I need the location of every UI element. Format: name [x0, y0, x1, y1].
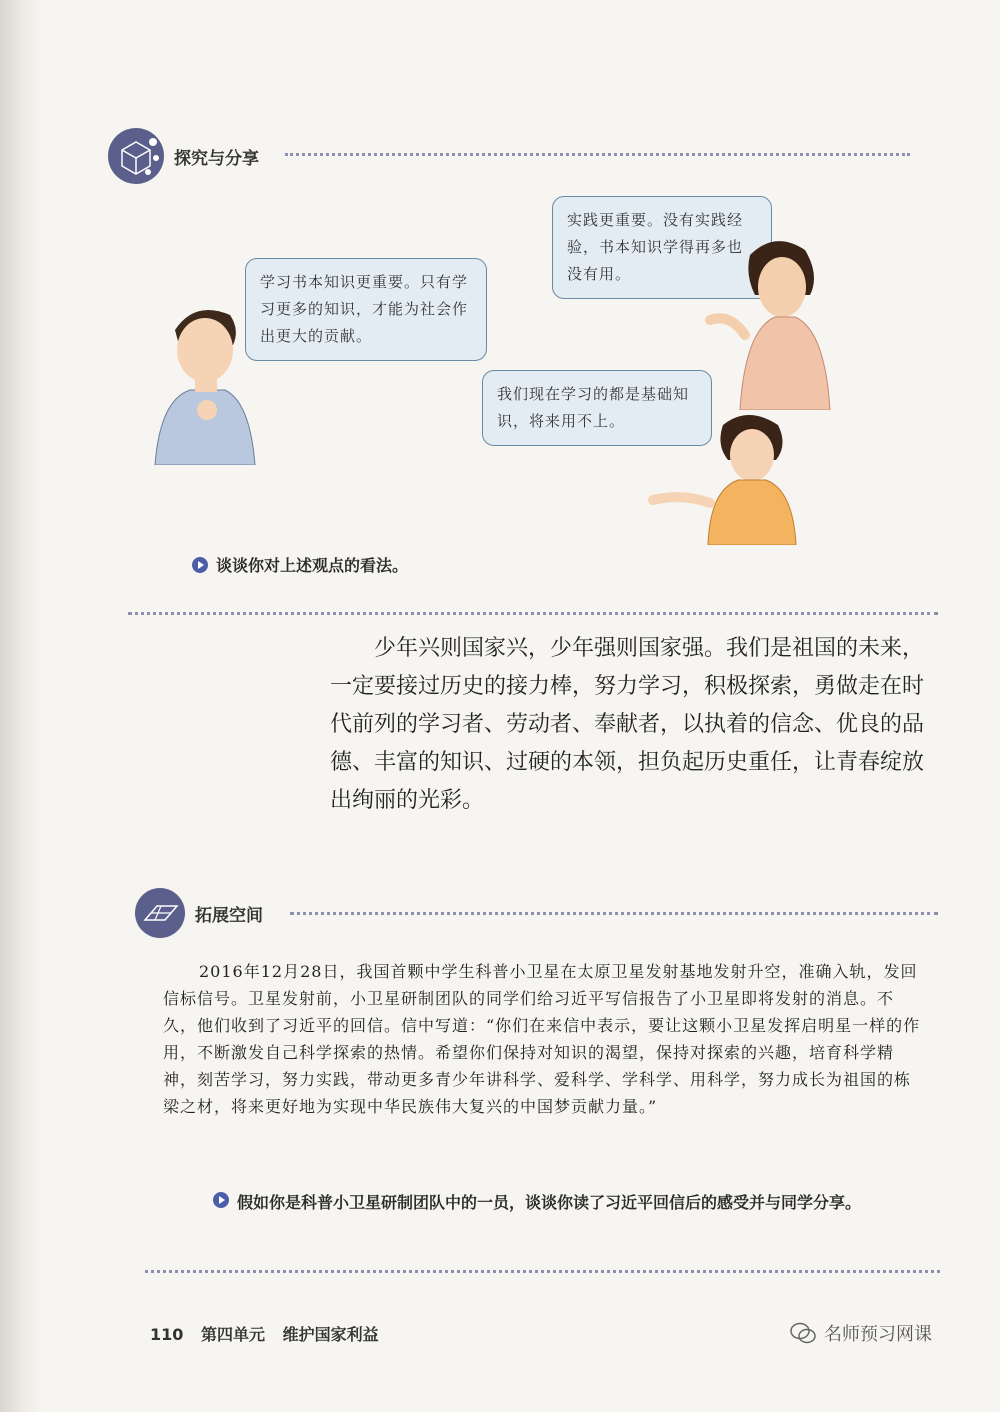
page-number: 110: [150, 1325, 184, 1344]
play-bullet-icon: [192, 557, 208, 573]
extension-section-header: [135, 888, 263, 938]
watermark: [790, 1320, 932, 1346]
play-bullet-icon: [213, 1192, 229, 1208]
speech-bubble-boy: 学习书本知识更重要。只有学习更多的知识，才能为社会作出更大的贡献。: [245, 258, 487, 361]
divider: [285, 153, 910, 156]
speech-bubble-girl: 我们现在学习的都是基础知识，将来用不上。: [482, 370, 712, 446]
divider: [290, 912, 938, 915]
grid-plane-icon: [135, 888, 185, 938]
girl-illustration: [648, 405, 798, 545]
explore-section-header: [108, 128, 259, 184]
woman-illustration: [700, 225, 840, 410]
page-footer: [150, 1322, 391, 1345]
divider: [145, 1270, 940, 1273]
divider: [128, 612, 938, 615]
unit-title: 维护国家利益: [282, 1325, 379, 1344]
extension-prompt-text: 假如你是科普小卫星研制团队中的一员，谈谈你读了习近平回信后的感受并与同学分享。: [237, 1193, 862, 1212]
extension-paragraph: 2016年12月28日，我国首颗中学生科普小卫星在太原卫星发射基地发射升空，准确入轨，发回信标信号。卫星发射前，小卫星研制团队的同学们给习近平写信报告了小卫星即将发射的消息。不久，他们收到了习近平的回信。信中写道：“你们在来信中表示，要让这颗小卫星发挥启明星一样的作用，不断激发自己科学探索的热情。希望你们保持对知识的渴望，保持对探索的兴趣，培育科学精神，刻苦学习，努力实践，带动更多青少年讲科学、爱科学、学科学、用科学，努力成长为祖国的栋梁之材，将来更好地为实现中华民族伟大复兴的中国梦贡献力量。”: [163, 962, 921, 1116]
explore-prompt-text: 谈谈你对上述观点的看法。: [216, 556, 409, 575]
cube-icon: [108, 128, 164, 184]
wechat-icon: [790, 1322, 816, 1344]
extension-title: 拓展空间: [195, 905, 263, 926]
boy-illustration: [145, 290, 260, 465]
speech-bubble-woman: 实践更重要。没有实践经验，书本知识学得再多也没有用。: [552, 196, 772, 299]
unit-label: 第四单元: [200, 1325, 265, 1344]
page-binding-shadow: [0, 0, 42, 1412]
explore-prompt: [192, 553, 408, 576]
main-paragraph: 少年兴则国家兴，少年强则国家强。我们是祖国的未来，一定要接过历史的接力棒，努力学习，积极探索，勇做走在时代前列的学习者、劳动者、奉献者，以执着的信念、优良的品德、丰富的知识、过硬的本领，担负起历史重任，让青春绽放出绚丽的光彩。: [330, 636, 925, 813]
extension-prompt: [213, 1188, 933, 1218]
watermark-text: 名师预习网课: [824, 1324, 932, 1345]
explore-title: 探究与分享: [174, 148, 259, 169]
